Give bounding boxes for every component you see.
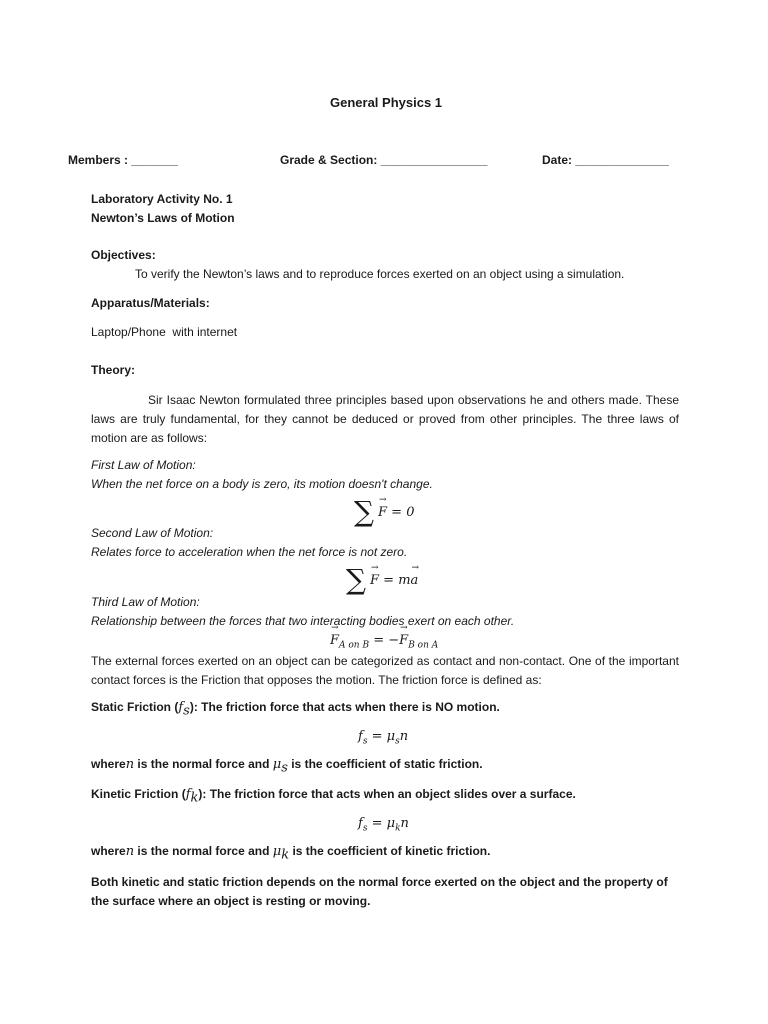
conclusion-text: Both kinetic and static friction depends on the normal force exerted on the object and the property of the surface where an object is resting or moving. bbox=[91, 875, 668, 908]
members-field bbox=[68, 153, 178, 167]
page-title: General Physics 1 bbox=[330, 95, 443, 110]
acceleration-vector: → a bbox=[411, 573, 419, 588]
where-n: n bbox=[125, 757, 135, 772]
kinetic-friction-definition: Kinetic Friction $(f_k)$: The friction force that acts when an object slides over a surface. bbox=[91, 787, 576, 806]
eq-f: f bbox=[358, 729, 363, 744]
static-friction-label: Static Friction bbox=[91, 700, 172, 714]
third-law-mid: = − bbox=[373, 633, 400, 648]
first-law-title: First Law of Motion: bbox=[91, 458, 196, 472]
eq-f-sub: s bbox=[362, 823, 368, 834]
where-mu-sub: k bbox=[281, 847, 290, 863]
apparatus-heading: Apparatus/Materials: bbox=[91, 296, 210, 310]
theory-intro: Sir Isaac Newton formulated three principles based upon observations he and others made. These laws are truly fundamental, for they cannot be deduced or proved from other principles. The three laws of motion are as follows: bbox=[91, 393, 679, 445]
members-blank: _______ bbox=[131, 153, 179, 167]
theory-heading: Theory: bbox=[91, 363, 136, 377]
where-text-c: is the coefficient of static friction. bbox=[287, 757, 483, 771]
kinetic-friction-symbol: f bbox=[185, 787, 191, 802]
force-a-on-b: → F bbox=[330, 633, 339, 648]
third-law-title: Third Law of Motion: bbox=[91, 595, 200, 609]
second-law-desc: Relates force to acceleration when the net force is not zero. bbox=[91, 545, 408, 559]
apparatus-text: Laptop/Phone with internet bbox=[91, 325, 238, 339]
objectives-heading: Objectives: bbox=[91, 248, 156, 262]
static-friction-definition: Static Friction $(f_s)$: The friction force that acts when there is NO motion. bbox=[91, 700, 500, 719]
eq-n: n bbox=[399, 729, 409, 744]
grade-label: Grade & Section: bbox=[280, 153, 378, 167]
kinetic-friction-symbol-sub: k bbox=[190, 790, 199, 806]
grade-blank: ________________ bbox=[380, 153, 488, 167]
eq-mu-sub: s bbox=[395, 736, 400, 747]
where-text-b: is the normal force and bbox=[134, 844, 273, 858]
where-mu: μ bbox=[272, 844, 282, 859]
kinetic-friction-def: : The friction force that acts when an object slides over a surface. bbox=[202, 787, 576, 801]
static-friction-equation bbox=[358, 729, 408, 747]
static-friction-where bbox=[91, 757, 483, 775]
grade-section-field bbox=[280, 153, 487, 167]
where-text-b: is the normal force and bbox=[134, 757, 273, 771]
static-friction-def: : The friction force that acts when there is NO motion. bbox=[193, 700, 500, 714]
second-law-rhs: = m bbox=[383, 573, 411, 588]
where-text: where bbox=[91, 757, 126, 771]
second-law-title: Second Law of Motion: bbox=[91, 526, 214, 540]
where-text: where bbox=[91, 844, 126, 858]
force-b-on-a: → F bbox=[399, 633, 408, 648]
where-n: n bbox=[125, 844, 135, 859]
force-a-on-b-sub: A on B bbox=[339, 640, 370, 651]
static-friction-symbol: f bbox=[178, 700, 184, 715]
eq-mu: = μ bbox=[371, 729, 396, 744]
kinetic-friction-equation bbox=[358, 816, 409, 834]
eq-mu: = μ bbox=[371, 816, 396, 831]
where-mu: μ bbox=[272, 757, 282, 772]
kinetic-friction-label: Kinetic Friction bbox=[91, 787, 179, 801]
second-law-equation bbox=[346, 563, 418, 596]
third-law-equation bbox=[330, 633, 438, 651]
first-law-rhs: = 0 bbox=[391, 505, 415, 520]
friction-intro: The external forces exerted on an object can be categorized as contact and non-contact. One of the important contact forces is the Friction that opposes the motion. The friction force is defined as: bbox=[91, 654, 679, 687]
where-mu-sub: s bbox=[281, 760, 288, 776]
first-law-equation bbox=[354, 495, 414, 528]
static-friction-symbol-sub: s bbox=[183, 703, 190, 719]
eq-mu-sub: k bbox=[395, 823, 401, 834]
date-blank: ______________ bbox=[575, 153, 669, 167]
eq-f-sub: s bbox=[362, 736, 368, 747]
objectives-text: To verify the Newton’s laws and to reproduce forces exerted on an object using a simulation. bbox=[135, 267, 625, 281]
third-law-desc: Relationship between the forces that two interacting bodies exert on each other. bbox=[91, 614, 515, 628]
force-vector: → F bbox=[370, 573, 379, 588]
members-label: Members : bbox=[68, 153, 129, 167]
activity-name: Newton’s Laws of Motion bbox=[91, 211, 235, 225]
force-b-on-a-sub: B on A bbox=[408, 640, 439, 651]
activity-number: Laboratory Activity No. 1 bbox=[91, 192, 233, 206]
where-text-c: is the coefficient of kinetic friction. bbox=[289, 844, 491, 858]
first-law-desc: When the net force on a body is zero, its motion doesn't change. bbox=[91, 477, 433, 491]
kinetic-friction-where bbox=[91, 844, 490, 862]
date-field bbox=[542, 153, 669, 167]
date-label: Date: bbox=[542, 153, 573, 167]
eq-f: f bbox=[358, 816, 363, 831]
summation-icon: ∑ bbox=[346, 563, 366, 596]
summation-icon: ∑ bbox=[354, 495, 374, 528]
force-vector: → F bbox=[378, 505, 387, 520]
eq-n: n bbox=[400, 816, 409, 831]
